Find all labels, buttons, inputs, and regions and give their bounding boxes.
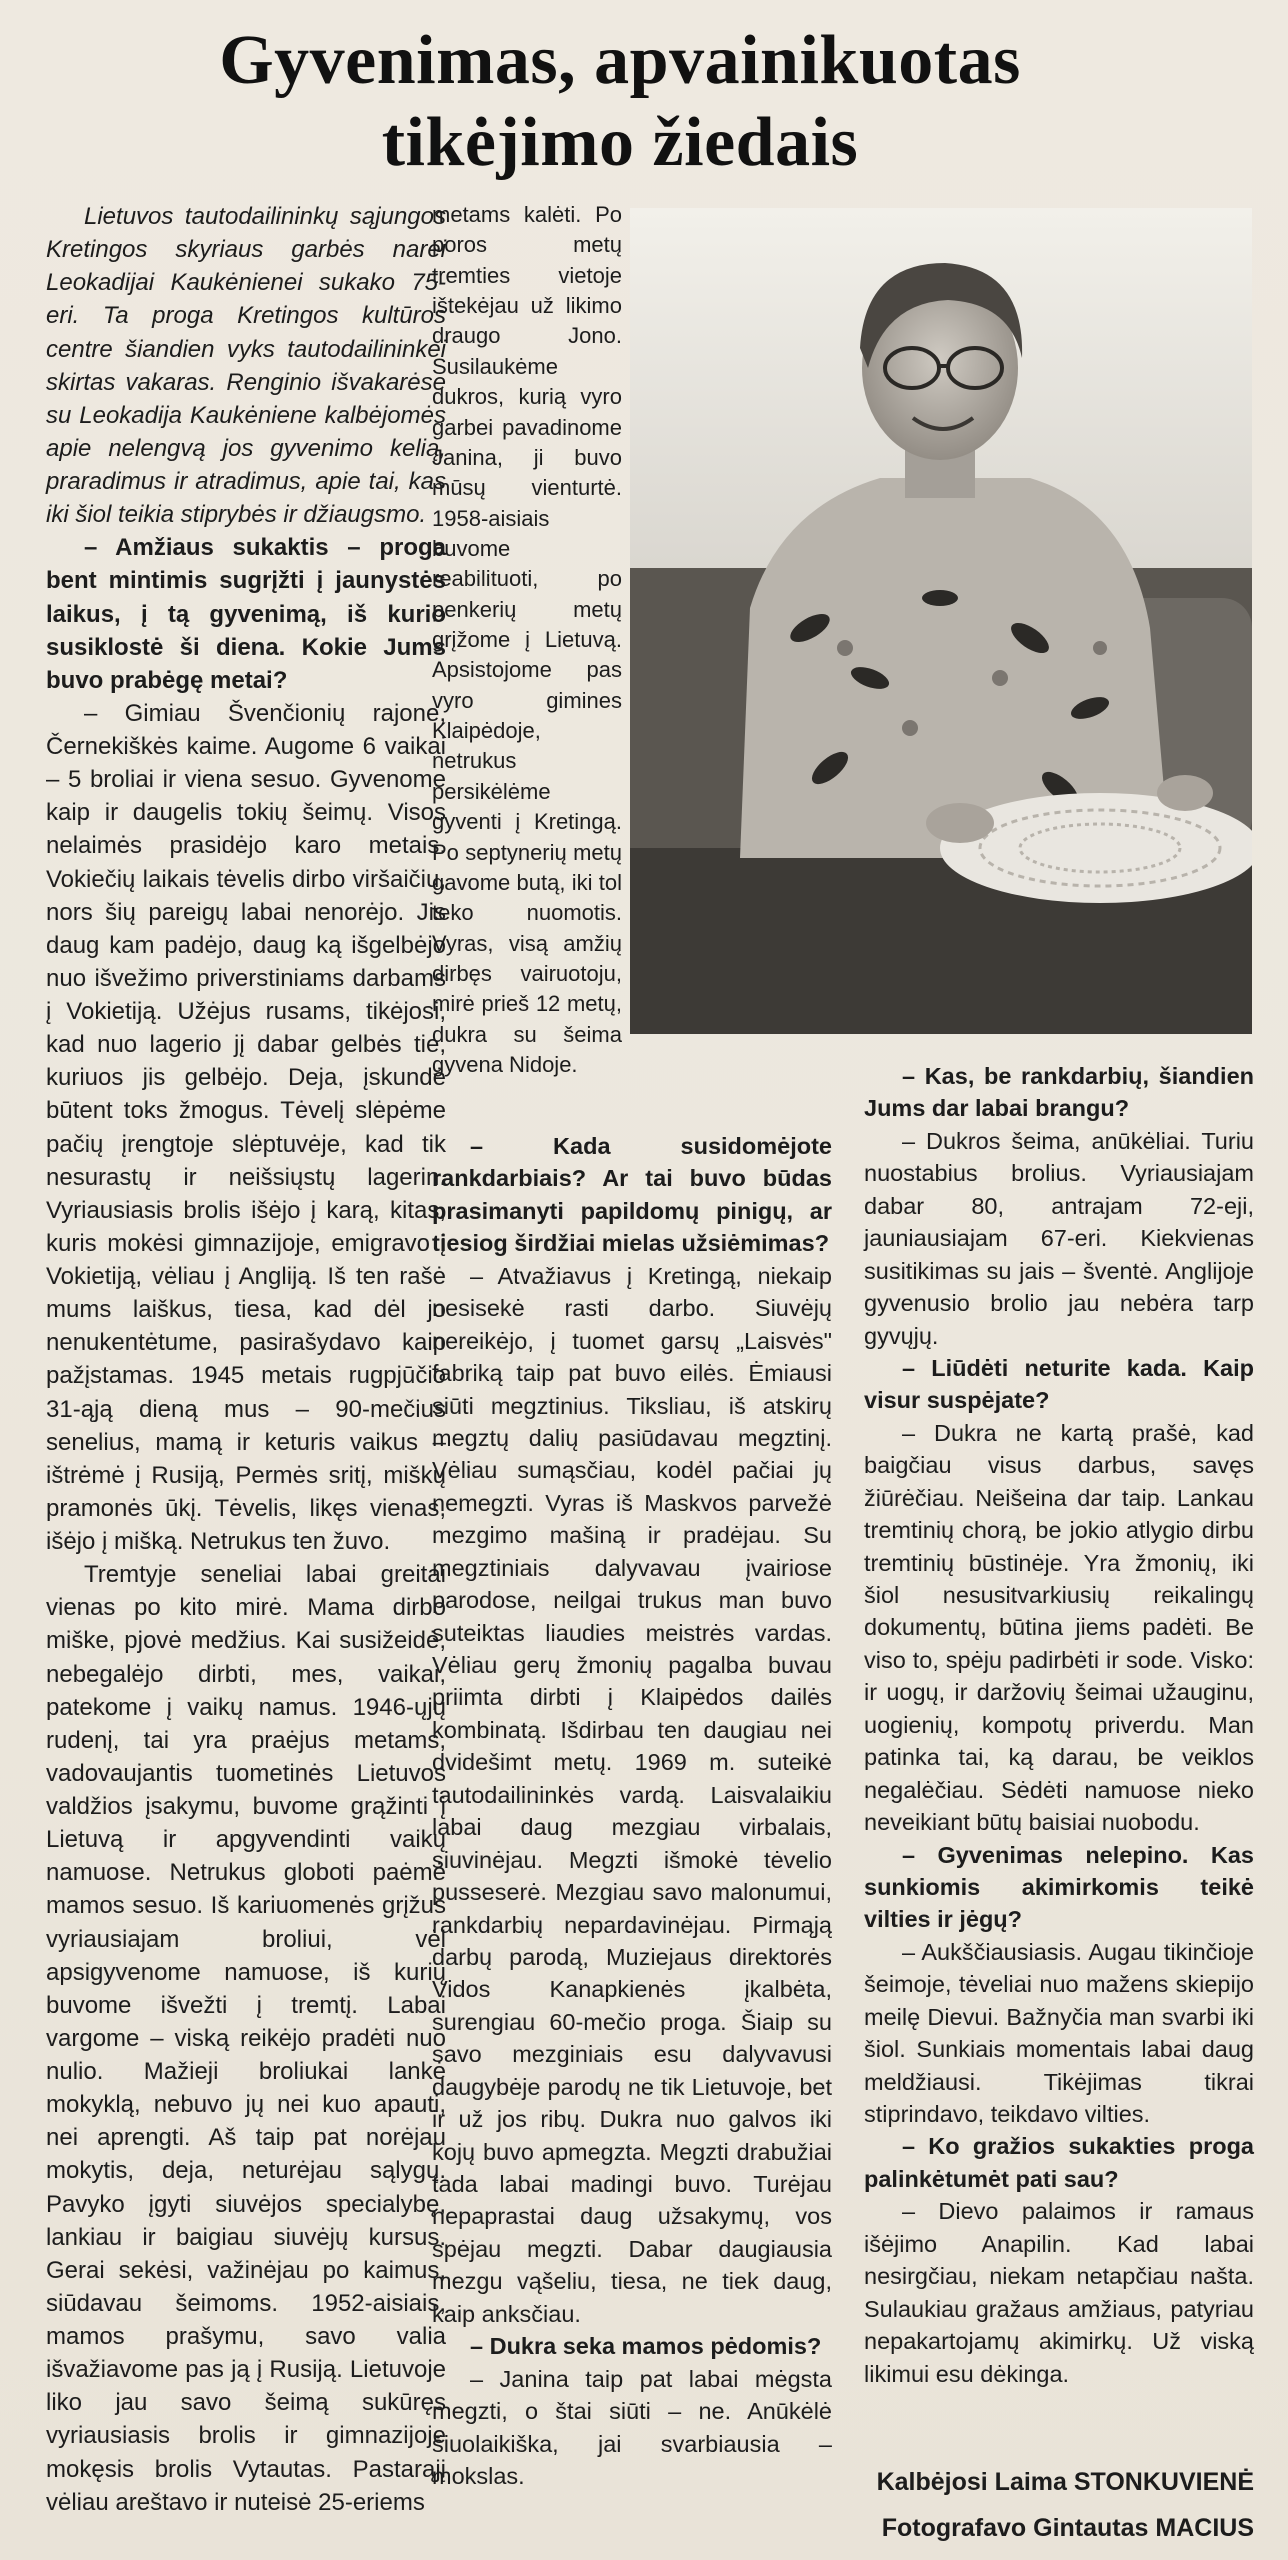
question-6: – Gyvenimas nelepino. Kas sunkiomis akimirkomis teikė vilties ir jėgų? [864,1841,1254,1933]
column-1 [46,200,446,2519]
question-3: – Dukra seka mamos pėdomis? [470,2333,822,2360]
question-5: – Liūdėti neturite kada. Kaip visur suspėjate? [864,1354,1254,1414]
question-2: – Kada susidomėjote rankdarbiais? Ar tai buvo būdas prasimanyti papildomų pinigų, ar tiesiog širdžiai mielas užsiėmimas? [432,1133,832,1257]
answer-5: – Dukra ne kartą prašė, kad baigčiau visus darbus, savęs žiūrėčiau. Neišeina dar taip. Lankau tremtinių chorą, be jokio atlygio dirbu tremtinių būstinėje. Yra žmonių, iki šiol nesusitvarkiusių reikalingų dokumentų, būtina jiems padėti. Be viso to, spėju padirbėti ir sode. Visko: ir uogų, ir daržovių šeimai užauginu, uogienių, kompotų priverdu. Man patinka tai, ką darau, be veiklos negalėčiau. Sėdėti namuose nieko neveikiant būtų baisiai nuobodu. [864,1419,1254,1836]
question-7: – Ko gražios sukakties proga palinkėtumėt pati sau? [864,2133,1254,2192]
answer-1: – Gimiau Švenčionių rajone, Černekiškės kaime. Augome 6 vaikai – 5 broliai ir viena sesuo. Gyvenome kaip ir daugelis tokių šeimų. Visos nelaimės prasidėjo karo metais. Vokiečių laikais tėvelis dirbo viršaičiu, nors šių pareigų labai nenorėjo. Jis daug kam padėjo, daug ką išgelbėjo nuo išvežimo priverstiniams darbams į Vokietiją. Užėjus rusams, tikėjosi, kad nuo lagerio jį dabar gelbės tie, kuriuos jis gelbėjo. Deja, įskundė būtent toks žmogus. Tėvelį slėpėme pačių įrengtoje slėptuvėje, kad tik nesurastų ir neišsiųstų lagerin. Vyriausiasis brolis išėjo į karą, kitas, kuris mokėsi gimnazijoje, emigravo į Vokietiją, vėliau į Angliją. Iš ten rašė mums laiškus, tiesa, kad dėl jo nenukentėtume, pasirašydavo kaip pažįstamas. 1945 metais rugpjūčio 31-ąją dieną mus – 90-mečius senelius, mamą ir keturis vaikus – ištrėmė į Rusiją, Permės sritį, miškų pramonės ūkį. Tėvelis, likęs vienas, išėjo į mišką. Netrukus ten žuvo. [46,699,446,1555]
answer-1-continued: Tremtyje seneliai labai greitai vienas po kito mirė. Mama dirbo miške, pjovė medžius. Kai susižeidė, nebegalėjo dirbti, mes, vaikai, patekome į vaikų namus. 1946-ųjų rudenį, tai yra praėjus metams, vadovaujantis tuometinės Lietuvos valdžios įsakymu, buvome grąžinti į Lietuvą ir apgyvendinti vaikų namuose. Netrukus globoti paėmė mamos sesuo. Iš kariuomenės grįžus vyriausiajam broliui, vėl apsigyvenome namuose, iš kurių buvome išvežti į tremtį. Labai vargome – viską reikėjo pradėti nuo nulio. Mažieji broliukai lankė mokyklą, nebuvo jų nei kuo apauti, nei aprengti. Aš taip pat norėjau mokytis, deja, neturėjau sąlygų. Pavyko įgyti siuvėjos specialybę, lankiau ir baigiau siuvėjų kursus. Gerai sekėsi, važinėjau po kaimus, siūdavau šeimoms. 1952-aisiais, mamos prašymu, savo valia išvažiavome pas ją į Rusiją. Lietuvoje liko jau savo šeimą sukūręs vyriausiasis brolis ir gimnazijoje mokęsis brolis Vytautas. Pastarąjį vėliau areštavo ir nuteisė 25-eriems [46,1561,446,2516]
title-line-1: Gyvenimas, apvainikuotas [219,22,1021,99]
portrait-illustration [630,208,1252,1034]
answer-6: – Aukščiausiasis. Augau tikinčioje šeimoje, tėveliai nuo mažens skiepijo meilę Dievui. Bažnyčia man svarbi iki šiol. Sunkiais momentais labai daug meldžiausi. Tikėjimas tikrai stiprindavo, teikdavo vilties. [864,1938,1254,2127]
answer-1-end: metams kalėti. Po poros metų tremties vietoje ištekėjau už likimo draugo Jono. Susilaukėme dukros, kurią vyro garbei pavadinome Janina, ji buvo mūsų vienturtė. 1958-aisiais buvome reabilituoti, po penkerių metų grįžome į Lietuvą. Apsistojome pas vyro gimines Klaipėdoje, netrukus persikėlėme gyventi į Kretingą. Po septynerių metų gavome butą, iki tol teko nuomotis. Vyras, visą amžių dirbęs vairuotoju, mirė prieš 12 metų, dukra su šeima gyvena Nidoje. [432,202,622,1078]
answer-7: – Dievo palaimos ir ramaus išėjimo Anapilin. Kad labai nesirgčiau, niekam netapčiau našta. Sulaukiau gražaus amžiaus, patyriau nepakartojamų akimirkų. Už viską likimui esu dėkinga. [864,2198,1254,2387]
column-2 [432,1130,832,2492]
intro-paragraph: Lietuvos tautodailininkų sąjungos Kretingos skyriaus garbės narei Leokadijai Kaukėnienei sukako 75-eri. Ta proga Kretingos kultūros centre šiandien vyks tautodailininkei skirtas vakaras. Renginio išvakarėse su Leokadija Kaukėniene kalbėjomės apie nelengvą jos gyvenimo kelią, praradimus ir atradimus, apie tai, kas iki šiol teikia stiprybės ir džiaugsmo. [46,203,446,529]
column-2-top [432,200,622,1080]
question-4: – Kas, be rankdarbių, šiandien Jums dar labai brangu? [864,1063,1254,1122]
column-3 [864,1060,1254,2390]
answer-3: – Janina taip pat labai mėgsta megzti, o štai siūti – ne. Anūkėlė šiuolaikiška, jai svarbiausia – mokslas. [432,2365,832,2489]
question-1: – Amžiaus sukaktis – proga bent mintimis sugrįžti į jaunystės laikus, į tą gyvenimą, iš kurio susiklostė ši diena. Kokie Jums buvo prabėgę metai? [46,534,446,694]
photographer-credit: Fotografavo Gintautas MACIUS [881,2514,1254,2542]
title-line-2: tikėjimo žiedais [381,104,859,181]
answer-2: – Atvažiavus į Kretingą, niekaip nesisekė rasti darbo. Siuvėjų nereikėjo, į tuomet garsų „Laisvės" fabriką taip pat buvo eilės. Ėmiausi siūti megztinius. Tiksliau, iš atskirų megztų dalių pasiūdavau megztinį. Vėliau sumąsčiau, kodėl pačiai jų nemegzti. Vyras iš Maskvos parvežė mezgimo mašiną ir pradėjau. Su megztiniais dalyvavau įvairiose parodose, neilgai trukus man buvo suteiktas liaudies meistrės vardas. Vėliau gerų žmonių pagalba buvau priimta dirbti į Klaipėdos dailės kombinatą. Išdirbau ten daugiau nei dvidešimt metų. 1969 m. suteikė tautodailininkės vardą. Laisvalaikiu labai daug mezgiau virbalais, siuvinėjau. Megzti išmokė tėvelio pusseserė. Mezgiau savo malonumui, rankdarbių nepardavinėjau. Pirmąją darbų parodą, Muziejaus direktorės Vidos Kanapkienės įkalbėta, surengiau 60-mečio proga. Šiaip su savo mezginiais esu dalyvavusi daugybėje parodų ne tik Lietuvoje, bet ir už jos ribų. Dukra nuo galvos iki kojų buvo apmegzta. Megzti drabužiai tada labai madingi buvo. Turėjau nepaprastai daug užsakymų, vos spėjau megzti. Dabar daugiausia mezgu vąšeliu, tiesa, ne tiek daug, kaip anksčiau. [432,1262,832,2327]
article-title [60,20,1180,184]
portrait-photo [630,208,1252,1034]
interviewer-credit: Kalbėjosi Laima STONKUVIENĖ [876,2468,1254,2496]
answer-4: – Dukros šeima, anūkėliai. Turiu nuostabius brolius. Vyriausiajam dabar 80, antrajam 72-eji, jauniausiajam 67-eri. Kiekvienas susitikimas su jais – šventė. Anglijoje gyvenusio brolio jau nebėra tarp gyvųjų. [864,1127,1254,1349]
